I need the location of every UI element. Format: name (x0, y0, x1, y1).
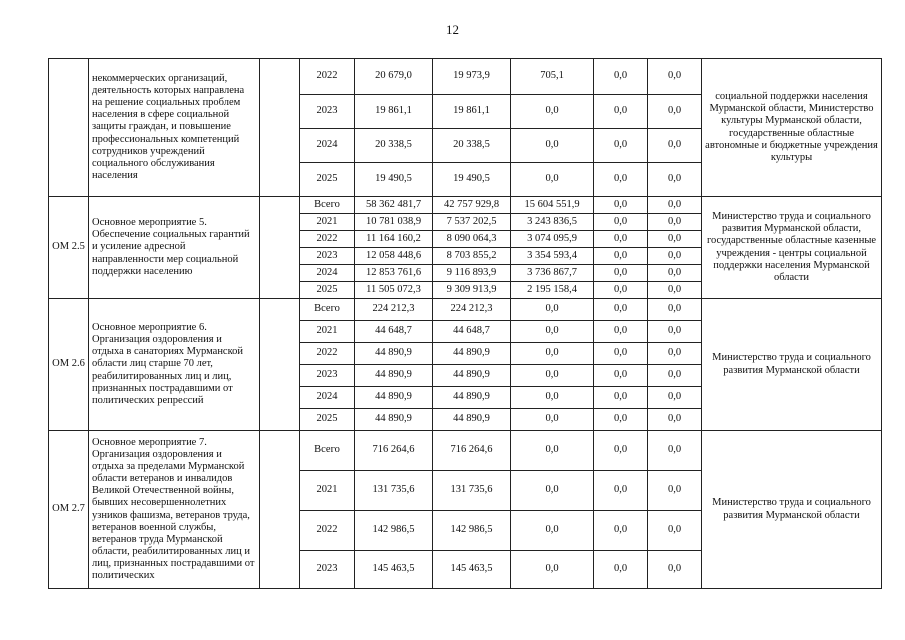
amount-cell: 3 354 593,4 (511, 248, 594, 265)
executor-cell (702, 197, 882, 299)
amount-cell: 15 604 551,9 (511, 197, 594, 214)
year-cell: 2025 (300, 282, 355, 299)
total-amount-cell: 44 890,9 (355, 343, 433, 365)
total-amount-cell: 44 890,9 (355, 409, 433, 431)
empty-cell (260, 299, 300, 431)
amount-cell: 19 973,9 (433, 59, 511, 95)
amount-cell: 19 861,1 (433, 95, 511, 129)
amount-cell: 145 463,5 (433, 551, 511, 589)
year-cell: 2021 (300, 321, 355, 343)
amount-cell: 0,0 (594, 511, 648, 551)
year-cell: 2023 (300, 95, 355, 129)
amount-cell: 9 309 913,9 (433, 282, 511, 299)
amount-cell: 0,0 (511, 299, 594, 321)
amount-cell: 0,0 (648, 511, 702, 551)
amount-cell: 142 986,5 (433, 511, 511, 551)
amount-cell: 0,0 (511, 511, 594, 551)
amount-cell: 0,0 (648, 231, 702, 248)
amount-cell: 0,0 (594, 365, 648, 387)
executor-text: Министерство труда и социального развития Мурманской области (712, 352, 871, 376)
empty-cell (260, 197, 300, 299)
total-amount-cell: 10 781 038,9 (355, 214, 433, 231)
year-cell: 2024 (300, 387, 355, 409)
total-amount-cell: 142 986,5 (355, 511, 433, 551)
amount-cell: 0,0 (511, 365, 594, 387)
measure-description (89, 431, 260, 589)
year-cell: 2022 (300, 231, 355, 248)
measure-description-text: Основное мероприятие 6. Организация оздоровления и отдыха в санаториях Мурманской области лиц старше 70 лет, реабилитированных лиц и лиц, признанных пострадавшими от политических репрессий (92, 322, 244, 406)
empty-cell (260, 431, 300, 589)
amount-cell: 7 537 202,5 (433, 214, 511, 231)
year-cell: 2024 (300, 265, 355, 282)
executor-cell (702, 59, 882, 197)
measure-code: ОМ 2.6 (49, 299, 89, 431)
total-amount-cell: 44 890,9 (355, 365, 433, 387)
amount-cell: 0,0 (594, 387, 648, 409)
amount-cell: 131 735,6 (433, 471, 511, 511)
amount-cell: 0,0 (594, 299, 648, 321)
amount-cell: 705,1 (511, 59, 594, 95)
amount-cell: 0,0 (648, 551, 702, 589)
amount-cell: 0,0 (511, 387, 594, 409)
amount-cell: 20 338,5 (433, 129, 511, 163)
total-amount-cell: 11 164 160,2 (355, 231, 433, 248)
amount-cell: 0,0 (594, 197, 648, 214)
executor-cell (702, 431, 882, 589)
amount-cell: 0,0 (511, 343, 594, 365)
amount-cell: 0,0 (648, 387, 702, 409)
measure-code: ОМ 2.7 (49, 431, 89, 589)
amount-cell: 0,0 (648, 431, 702, 471)
amount-cell: 0,0 (648, 265, 702, 282)
amount-cell: 0,0 (511, 471, 594, 511)
amount-cell: 0,0 (648, 197, 702, 214)
amount-cell: 0,0 (594, 551, 648, 589)
year-cell: 2023 (300, 248, 355, 265)
total-amount-cell: 20 679,0 (355, 59, 433, 95)
page-number: 12 (446, 22, 459, 37)
total-amount-cell: 131 735,6 (355, 471, 433, 511)
total-amount-cell: 58 362 481,7 (355, 197, 433, 214)
year-cell: 2025 (300, 163, 355, 197)
amount-cell: 0,0 (511, 431, 594, 471)
amount-cell: 0,0 (594, 231, 648, 248)
table-row (49, 299, 882, 321)
total-amount-cell: 44 648,7 (355, 321, 433, 343)
total-amount-cell: 12 058 448,6 (355, 248, 433, 265)
amount-cell: 0,0 (594, 163, 648, 197)
year-cell: 2022 (300, 59, 355, 95)
amount-cell: 0,0 (594, 59, 648, 95)
budget-table (48, 58, 882, 589)
total-amount-cell: 145 463,5 (355, 551, 433, 589)
amount-cell: 44 890,9 (433, 365, 511, 387)
measure-code: ОМ 2.5 (49, 197, 89, 299)
amount-cell: 3 074 095,9 (511, 231, 594, 248)
amount-cell: 0,0 (648, 409, 702, 431)
year-cell: 2022 (300, 511, 355, 551)
year-cell: 2022 (300, 343, 355, 365)
executor-text: Министерство труда и социального развития Мурманской области, государственные областные казенные учреждения - центры социальной поддержки населения Мурманской области (706, 211, 877, 283)
amount-cell: 0,0 (648, 321, 702, 343)
amount-cell: 3 243 836,5 (511, 214, 594, 231)
amount-cell: 0,0 (594, 409, 648, 431)
amount-cell: 0,0 (648, 248, 702, 265)
year-cell: 2021 (300, 471, 355, 511)
amount-cell: 0,0 (594, 343, 648, 365)
amount-cell: 716 264,6 (433, 431, 511, 471)
amount-cell: 0,0 (594, 95, 648, 129)
amount-cell: 0,0 (594, 321, 648, 343)
measure-description-text: Основное мероприятие 7. Организация оздоровления и отдыха за пределами Мурманской области ветеранов и инвалидов Великой Отечественной войны, бывших несовершеннолетних узников фашизма, ветеранов труда, ветеранов военной службы, ветеранов труда Мурманской области, реабилитированных лиц и лиц, признанных пострадавшими от политических (92, 437, 255, 581)
total-amount-cell: 224 212,3 (355, 299, 433, 321)
amount-cell: 0,0 (648, 214, 702, 231)
amount-cell: 9 116 893,9 (433, 265, 511, 282)
total-amount-cell: 19 861,1 (355, 95, 433, 129)
year-cell: Всего (300, 431, 355, 471)
amount-cell: 0,0 (511, 551, 594, 589)
year-cell: 2023 (300, 365, 355, 387)
year-cell: Всего (300, 299, 355, 321)
amount-cell: 0,0 (511, 129, 594, 163)
amount-cell: 44 890,9 (433, 387, 511, 409)
amount-cell: 0,0 (648, 299, 702, 321)
measure-description (89, 197, 260, 299)
amount-cell: 0,0 (511, 321, 594, 343)
total-amount-cell: 12 853 761,6 (355, 265, 433, 282)
empty-cell (260, 59, 300, 197)
amount-cell: 0,0 (648, 343, 702, 365)
amount-cell: 44 890,9 (433, 343, 511, 365)
amount-cell: 0,0 (648, 59, 702, 95)
amount-cell: 0,0 (648, 129, 702, 163)
amount-cell: 0,0 (594, 265, 648, 282)
amount-cell: 0,0 (648, 282, 702, 299)
total-amount-cell: 11 505 072,3 (355, 282, 433, 299)
executor-text: Министерство труда и социального развития Мурманской области (712, 497, 871, 521)
amount-cell: 44 648,7 (433, 321, 511, 343)
amount-cell: 224 212,3 (433, 299, 511, 321)
amount-cell: 0,0 (594, 431, 648, 471)
year-cell: 2025 (300, 409, 355, 431)
amount-cell: 0,0 (594, 282, 648, 299)
amount-cell: 0,0 (594, 248, 648, 265)
table-row (49, 197, 882, 214)
amount-cell: 0,0 (511, 163, 594, 197)
amount-cell: 0,0 (594, 214, 648, 231)
amount-cell: 42 757 929,8 (433, 197, 511, 214)
amount-cell: 0,0 (594, 471, 648, 511)
amount-cell: 0,0 (648, 365, 702, 387)
measure-description (89, 299, 260, 431)
year-cell: 2023 (300, 551, 355, 589)
amount-cell: 44 890,9 (433, 409, 511, 431)
year-cell: 2024 (300, 129, 355, 163)
amount-cell: 0,0 (511, 409, 594, 431)
amount-cell: 8 090 064,3 (433, 231, 511, 248)
measure-description-text: некоммерческих организаций, деятельность которых направлена на решение социальных проблем населения в сфере социальной защиты граждан, и повышение профессиональных компетенций сотрудников учреждений социального обслуживания населения (92, 73, 245, 181)
amount-cell: 8 703 855,2 (433, 248, 511, 265)
total-amount-cell: 20 338,5 (355, 129, 433, 163)
executor-cell (702, 299, 882, 431)
amount-cell: 2 195 158,4 (511, 282, 594, 299)
executor-text: социальной поддержки населения Мурманской области, Министерство культуры Мурманской области, государственные областные автономные и бюджетные учреждения культуры (705, 91, 878, 163)
measure-description (89, 59, 260, 197)
amount-cell: 0,0 (648, 95, 702, 129)
measure-description-text: Основное мероприятие 5. Обеспечение социальных гарантий и усиление адресной направленности мер социальной поддержки населению (92, 217, 250, 277)
table-row (49, 431, 882, 471)
measure-code (49, 59, 89, 197)
total-amount-cell: 19 490,5 (355, 163, 433, 197)
amount-cell: 0,0 (594, 129, 648, 163)
total-amount-cell: 44 890,9 (355, 387, 433, 409)
year-cell: 2021 (300, 214, 355, 231)
amount-cell: 3 736 867,7 (511, 265, 594, 282)
table-body (49, 59, 882, 589)
amount-cell: 0,0 (648, 471, 702, 511)
total-amount-cell: 716 264,6 (355, 431, 433, 471)
amount-cell: 0,0 (511, 95, 594, 129)
year-cell: Всего (300, 197, 355, 214)
amount-cell: 0,0 (648, 163, 702, 197)
amount-cell: 19 490,5 (433, 163, 511, 197)
table-row (49, 59, 882, 95)
